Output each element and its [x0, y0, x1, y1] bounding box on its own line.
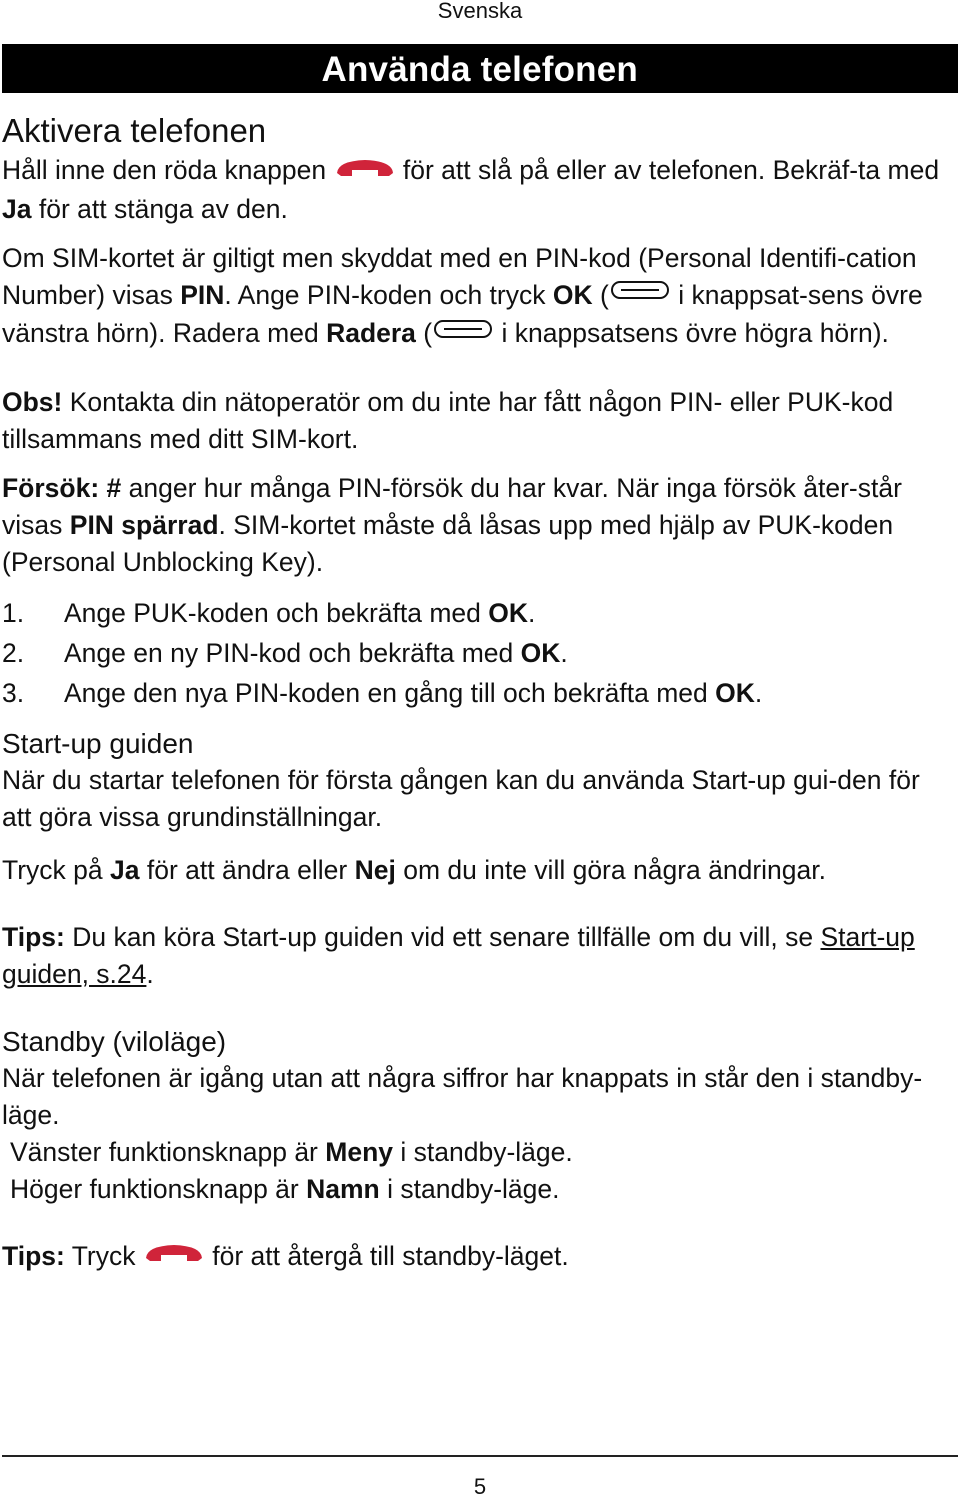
text: ( [600, 279, 609, 310]
language-label: Svenska [437, 0, 523, 23]
text: Du kan köra Start-up guiden vid ett senare tillfälle om du vill, se [72, 921, 814, 952]
text: . [146, 958, 154, 989]
paragraph-attempts [2, 470, 952, 581]
step-number: 2. [2, 637, 25, 668]
keyword-ja: Ja [110, 854, 140, 885]
text: anger hur många PIN-försök du har kvar. När inga försök åter-står visas [2, 472, 902, 540]
text: i knappsat-sens övre vänstra hörn). Radera med [2, 279, 923, 348]
text: Om SIM-kortet är giltigt men skyddat med en PIN-kod (Personal Identifi-cation Number) visas [2, 242, 917, 310]
keyword-ok: OK [552, 279, 593, 310]
keyword-ok: OK [715, 677, 755, 708]
text: . [560, 637, 568, 668]
paragraph-standby: När telefonen är igång utan att några siffror har knappats in står den i standby-läge. [2, 1062, 923, 1130]
keyword-ok: OK [520, 637, 561, 668]
text: i standby-läge. [387, 1173, 560, 1204]
chapter-title: Använda telefonen [321, 50, 638, 89]
paragraph-startup: När du startar telefonen för första gången kan du använda Start-up gui-den för att göra vissa grundinställningar. [2, 764, 920, 832]
red-end-key-icon [334, 151, 396, 188]
text: om du inte vill göra några ändringar. [403, 854, 826, 885]
text: Tryck [71, 1240, 136, 1271]
section-heading-startup: Start-up guiden [2, 727, 194, 759]
puk-steps-list [2, 593, 952, 713]
text: för att återgå till standby-läget. [212, 1240, 569, 1271]
list-item [2, 633, 952, 673]
keyword-namn: Namn [306, 1173, 380, 1204]
text: Kontakta din nätoperatör om du inte har fått någon PIN- eller PUK-kod tillsammans med ditt SIM-kort. [2, 386, 894, 454]
note-obs [2, 384, 952, 458]
text: ( [423, 318, 433, 348]
paragraph-pin [2, 240, 952, 354]
text: för att ändra eller [146, 854, 348, 885]
red-end-key-icon [143, 1236, 205, 1273]
text: Ange den nya PIN-koden en gång till och bekräfta med [64, 677, 708, 708]
paragraph-startup-choice [2, 852, 952, 889]
cross-reference-link[interactable]: Start-up guiden, s.24 [2, 921, 915, 989]
text: . SIM-kortet måste då låsas upp med hjälp av PUK-koden (Personal Unblocking Key). [2, 509, 894, 577]
footer-divider [2, 1455, 958, 1457]
text: Ange PUK-koden och bekräfta med [64, 597, 481, 628]
paragraph-power [2, 152, 952, 228]
left-soft-key-icon [609, 275, 671, 312]
list-item [2, 593, 952, 633]
text: . [754, 677, 763, 708]
keyword-ja: Ja [2, 193, 32, 224]
keyword-ok: OK [488, 597, 529, 628]
page-number: 5 [473, 1474, 487, 1499]
keyword-nej: Nej [354, 854, 396, 885]
text: Höger funktionsknapp är [10, 1173, 299, 1204]
left-soft-key-info [2, 1134, 952, 1171]
text: . Ange PIN-koden och tryck [224, 279, 546, 310]
chapter-banner [2, 44, 958, 93]
text: för att slå på eller av telefonen. Bekräf-ta med [402, 155, 940, 185]
text: Håll inne den röda knappen [2, 155, 327, 185]
text: i standby-läge. [400, 1136, 573, 1167]
keyword-pin: PIN [180, 279, 225, 310]
text: . [528, 597, 536, 628]
tip-startup [2, 919, 952, 993]
text: Vänster funktionsknapp är [10, 1136, 318, 1167]
right-soft-key-icon [432, 314, 494, 351]
keyword-meny: Meny [325, 1136, 394, 1167]
obs-label: Obs! [2, 386, 63, 417]
page-content [2, 110, 952, 1276]
list-item [2, 673, 952, 713]
section-heading-standby: Standby (viloläge) [2, 1025, 227, 1057]
step-number: 3. [2, 677, 25, 708]
right-soft-key-info [2, 1171, 952, 1208]
text: Ange en ny PIN-kod och bekräfta med [64, 637, 514, 668]
section-heading-activate: Aktivera telefonen [2, 112, 267, 149]
step-number: 1. [2, 597, 25, 628]
text: i knappsatsens övre högra hörn). [501, 318, 889, 348]
tips-label: Tips: [2, 1240, 65, 1271]
tips-label: Tips: [2, 921, 65, 952]
keyword-radera: Radera [326, 318, 416, 348]
tip-standby [2, 1238, 952, 1277]
text: Tryck på [2, 854, 103, 885]
attempts-label: Försök: # [2, 472, 122, 503]
text: för att stänga av den. [38, 193, 288, 224]
keyword-pin-locked: PIN spärrad [69, 509, 219, 540]
